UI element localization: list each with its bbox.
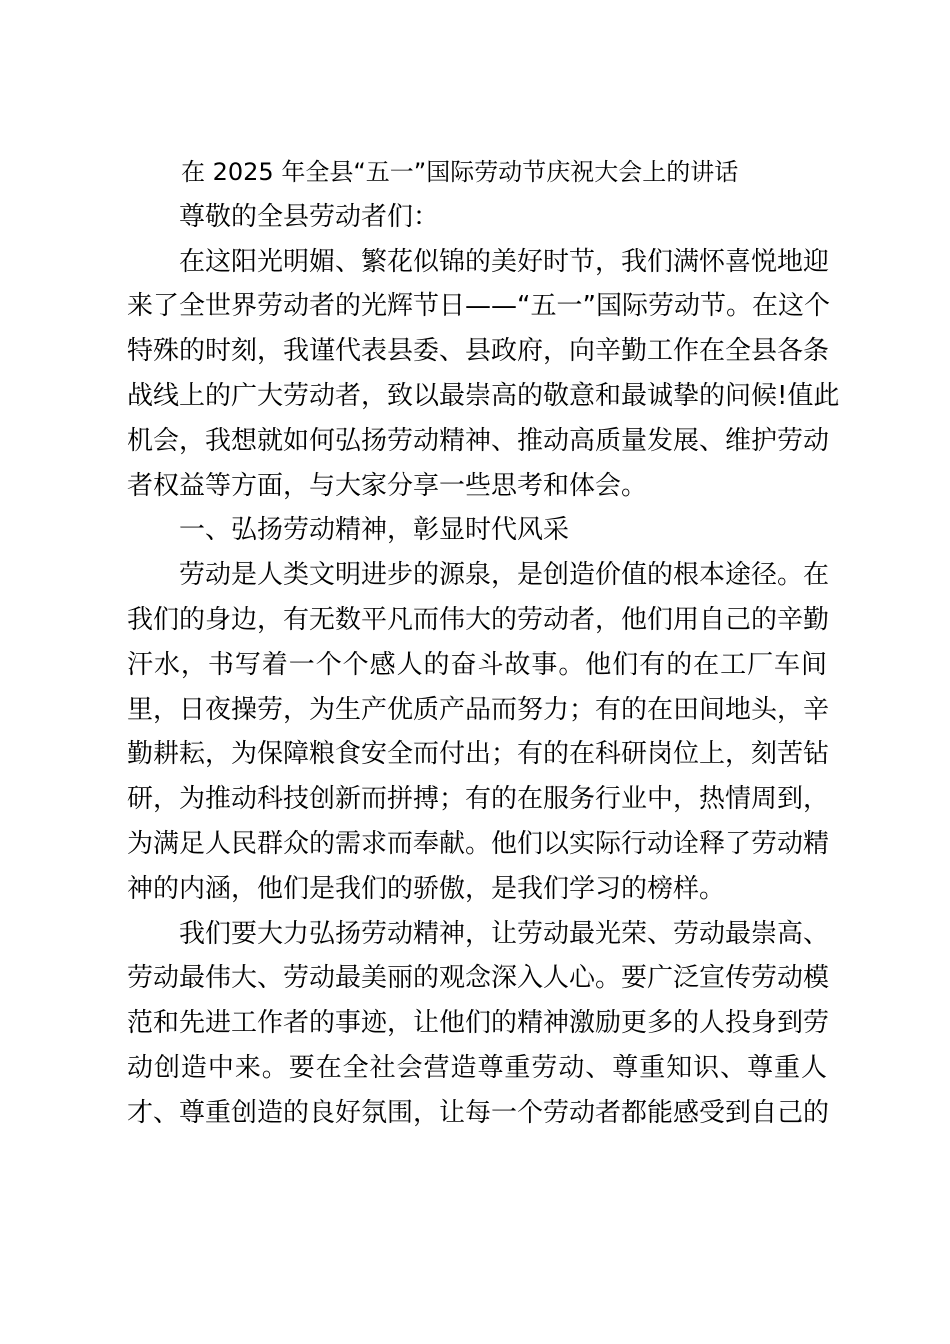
paragraph-line: 特殊的时刻，我谨代表县委、县政府，向辛勤工作在全县各条 bbox=[127, 336, 830, 367]
section-heading-1: 一、弘扬劳动精神，彰显时代风采 bbox=[179, 515, 570, 546]
paragraph-line: 研，为推动科技创新而拼搏；有的在服务行业中，热情周到， bbox=[127, 784, 830, 815]
paragraph-1 bbox=[127, 240, 840, 509]
paragraph-line: 在这阳光明媚、繁花似锦的美好时节，我们满怀喜悦地迎 bbox=[179, 246, 830, 277]
document-body bbox=[127, 150, 840, 1136]
paragraph-line: 劳动是人类文明进步的源泉，是创造价值的根本途径。在 bbox=[179, 560, 830, 591]
paragraph-line: 汗水，书写着一个个感人的奋斗故事。他们有的在工厂车间 bbox=[127, 649, 827, 680]
paragraph-line: 动创造中来。要在全社会营造尊重劳动、尊重知识、尊重人 bbox=[127, 1052, 827, 1083]
paragraph-3 bbox=[127, 912, 830, 1136]
paragraph-line: 神的内涵，他们是我们的骄傲，是我们学习的榜样。 bbox=[127, 873, 726, 904]
paragraph-line: 来了全世界劳动者的光辉节日——“五一”国际劳动节。在这个 bbox=[127, 291, 830, 322]
paragraph-line: 勤耕耘，为保障粮食安全而付出；有的在科研岗位上，刻苦钻 bbox=[127, 739, 830, 770]
paragraph-2 bbox=[127, 553, 830, 911]
paragraph-line: 才、尊重创造的良好氛围，让每一个劳动者都能感受到自己的 bbox=[127, 1097, 830, 1128]
paragraph-line: 范和先进工作者的事迹，让他们的精神激励更多的人投身到劳 bbox=[127, 1008, 830, 1039]
paragraph-line: 战线上的广大劳动者，致以最崇高的敬意和最诚挚的问候!值此 bbox=[127, 380, 840, 411]
paragraph-line: 劳动最伟大、劳动最美丽的观念深入人心。要广泛宣传劳动模 bbox=[127, 963, 830, 994]
document-title: 在 2025 年全县“五一”国际劳动节庆祝大会上的讲话 bbox=[181, 158, 739, 186]
paragraph-line: 为满足人民群众的需求而奉献。他们以实际行动诠释了劳动精 bbox=[127, 828, 830, 859]
paragraph-line: 我们的身边，有无数平凡而伟大的劳动者，他们用自己的辛勤 bbox=[127, 604, 830, 635]
paragraph-line: 里，日夜操劳，为生产优质产品而努力；有的在田间地头，辛 bbox=[127, 694, 830, 725]
salutation: 尊敬的全县劳动者们： bbox=[179, 201, 440, 232]
paragraph-line: 机会，我想就如何弘扬劳动精神、推动高质量发展、维护劳动 bbox=[127, 425, 830, 456]
paragraph-line: 我们要大力弘扬劳动精神，让劳动最光荣、劳动最崇高、 bbox=[179, 918, 830, 949]
paragraph-line: 者权益等方面，与大家分享一些思考和体会。 bbox=[127, 470, 648, 501]
